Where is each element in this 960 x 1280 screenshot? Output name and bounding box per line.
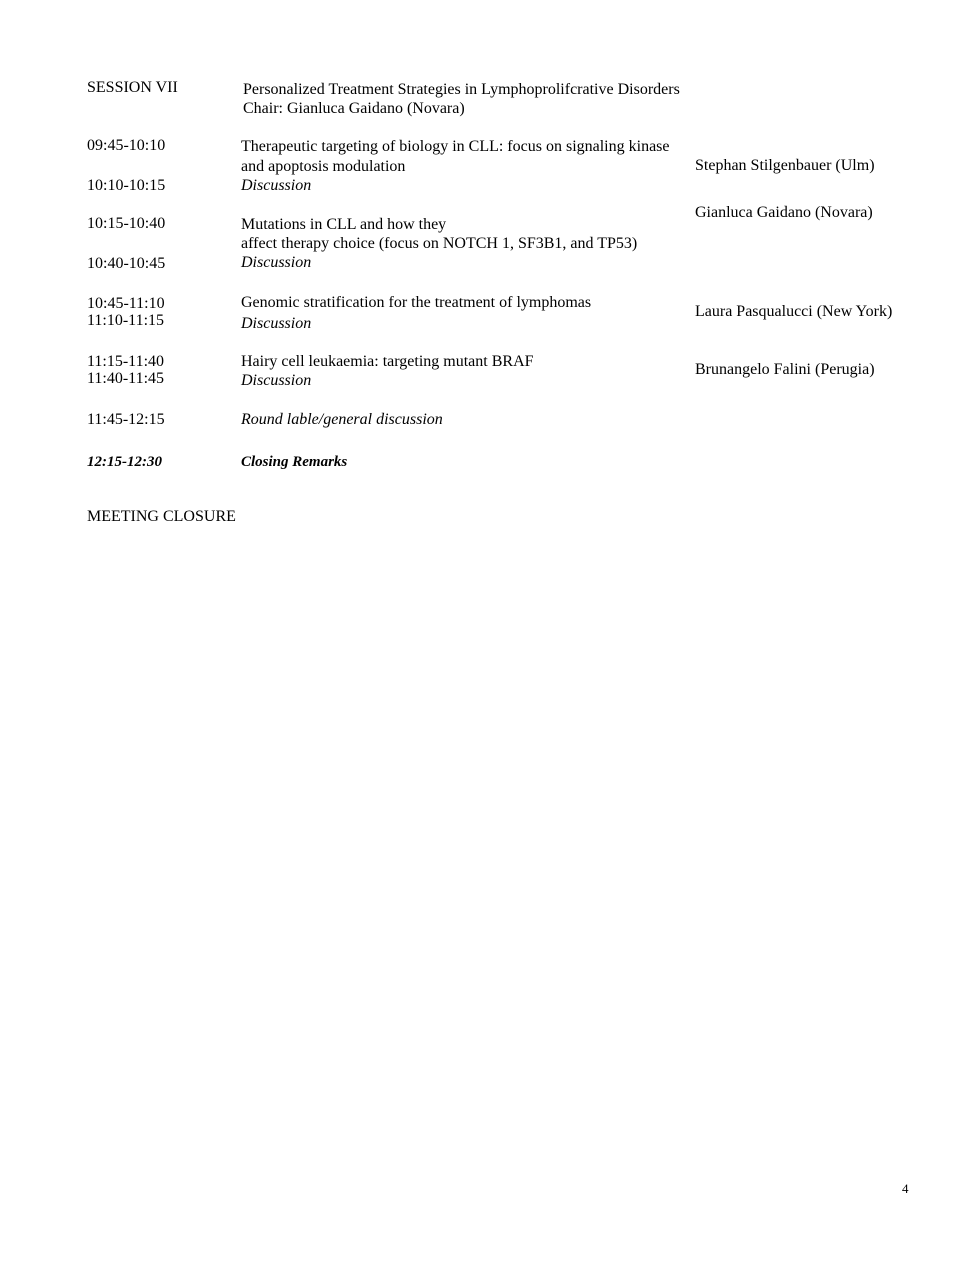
- time-slot: 10:45-11:10: [87, 295, 165, 312]
- discussion-label: Discussion: [241, 315, 312, 332]
- talk-title-line1: Therapeutic targeting of biology in CLL: focus on signaling kinase: [241, 138, 670, 155]
- discussion-label: Discussion: [241, 372, 312, 389]
- talk-title-line1: Hairy cell leukaemia: targeting mutant BRAF: [241, 353, 534, 370]
- speaker-name: Stephan Stilgenbauer (Ulm): [695, 157, 875, 174]
- time-slot: 10:40-10:45: [87, 255, 166, 272]
- time-slot: 11:45-12:15: [87, 411, 165, 428]
- speaker-name: Laura Pasqualucci (New York): [695, 303, 893, 320]
- talk-title-line2: and apoptosis modulation: [241, 158, 406, 175]
- speaker-name: Gianluca Gaidano (Novara): [695, 204, 873, 221]
- talk-title-line1: Genomic stratification for the treatment of lymphomas: [241, 294, 592, 311]
- time-slot: 11:10-11:15: [87, 312, 165, 329]
- session-chair: Chair: Gianluca Gaidano (Novara): [243, 100, 465, 117]
- closing-remarks-label: Closing Remarks: [241, 454, 348, 470]
- time-slot: 09:45-10:10: [87, 137, 166, 154]
- speaker-name: Brunangelo Falini (Perugia): [695, 361, 875, 378]
- time-slot: 10:10-10:15: [87, 177, 166, 194]
- discussion-label: Discussion: [241, 254, 312, 271]
- discussion-label: Round lable/general discussion: [241, 411, 443, 428]
- session-label: SESSION VII: [87, 79, 178, 96]
- time-slot: 11:40-11:45: [87, 370, 165, 387]
- discussion-label: Discussion: [241, 177, 312, 194]
- talk-title-line1: Mutations in CLL and how they: [241, 216, 447, 233]
- time-slot: 12:15-12:30: [87, 454, 162, 470]
- time-slot: 11:15-11:40: [87, 353, 165, 370]
- talk-title-line2: affect therapy choice (focus on NOTCH 1, SF3B1, and TP53): [241, 235, 638, 252]
- page-number: 4: [902, 1181, 909, 1196]
- session-title: Personalized Treatment Strategies in Lymphoprolifcrative Disorders: [243, 81, 680, 98]
- time-slot: 10:15-10:40: [87, 215, 166, 232]
- meeting-closure: MEETING CLOSURE: [87, 508, 236, 525]
